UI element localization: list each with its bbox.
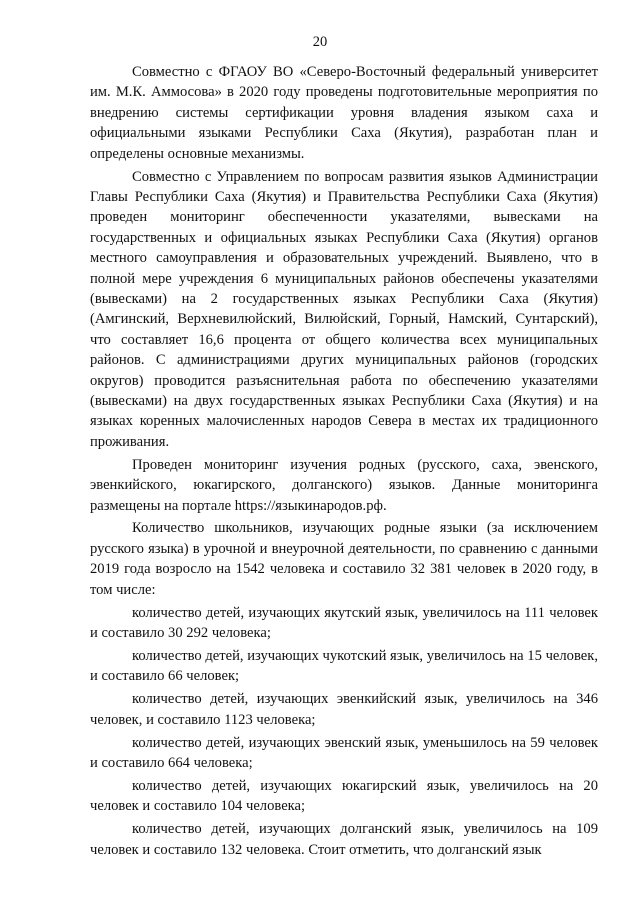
list-item-yukaghir: количество детей, изучающих юкагирский язык, увеличилось на 20 человек и составило 104 человека; [90, 777, 598, 815]
paragraph-native-language-monitoring: Проведен мониторинг изучения родных (русского, саха, эвенского, эвенкийского, юкагирского, долганского) языков. Данные мониторинга размещены на портале https://языкинародов.рф. [90, 456, 598, 514]
paragraph-signage-monitoring: Совместно с Управлением по вопросам развития языков Администрации Главы Республики Саха (Якутия) и Правительства Республики Саха (Якутия) проведен мониторинг обеспеченности указателями, вывесками на государственных и официальных языках Республики Саха (Якутия) органов местного самоуправления и образовательных учреждений. Выявлено, что в полной мере учреждения 6 муниципальных районов обеспечены указателями (вывесками) на 2 государственных языках Республики Саха (Якутия) (Амгинский, Верхневилюйский, Вилюйский, Горный, Намский, Сунтарский), что составляет 16,6 процента от общего количества всех муниципальных районов. С администрациями других муниципальных районов (городских округов) проводится разъяснительная работа по обеспечению указателями (вывесками) на двух государственных языках Республики Саха (Якутия) и на языках коренных малочисленных народов Севера в местах их традиционного проживания. [90, 168, 598, 450]
list-item-dolgan: количество детей, изучающих долганский язык, увеличилось на 109 человек и составило 132 человека. Стоит отметить, что долганский язык [90, 821, 598, 858]
list-item-even: количество детей, изучающих эвенский язык, уменьшилось на 59 человек и составило 664 человека; [90, 734, 598, 771]
list-item-yakut: количество детей, изучающих якутский язык, увеличилось на 111 человек и составило 30 292 человека; [90, 604, 598, 641]
paragraph-certification: Совместно с ФГАОУ ВО «Северо-Восточный федеральный университет им. М.К. Аммосова» в 2020 году проведены подготовительные мероприятия по внедрению системы сертификации уровня владения языком саха и официальными языками Республики Саха (Якутия), разработан план и определены основные механизмы. [90, 64, 598, 162]
document-body [90, 62, 598, 862]
page-number: 20 [312, 34, 328, 50]
list-item-chukchi: количество детей, изучающих чукотский язык, увеличилось на 15 человек, и составило 66 человек; [90, 647, 598, 685]
paragraph-student-count: Количество школьников, изучающих родные языки (за исключением русского языка) в урочной и внеурочной деятельности, по сравнению с данными 2019 года возросло на 1542 человека и составило 32 381 человек в 2020 году, в том числе: [90, 520, 598, 598]
list-item-evenki: количество детей, изучающих эвенкийский язык, увеличилось на 346 человек, и составило 1123 человека; [90, 691, 598, 728]
